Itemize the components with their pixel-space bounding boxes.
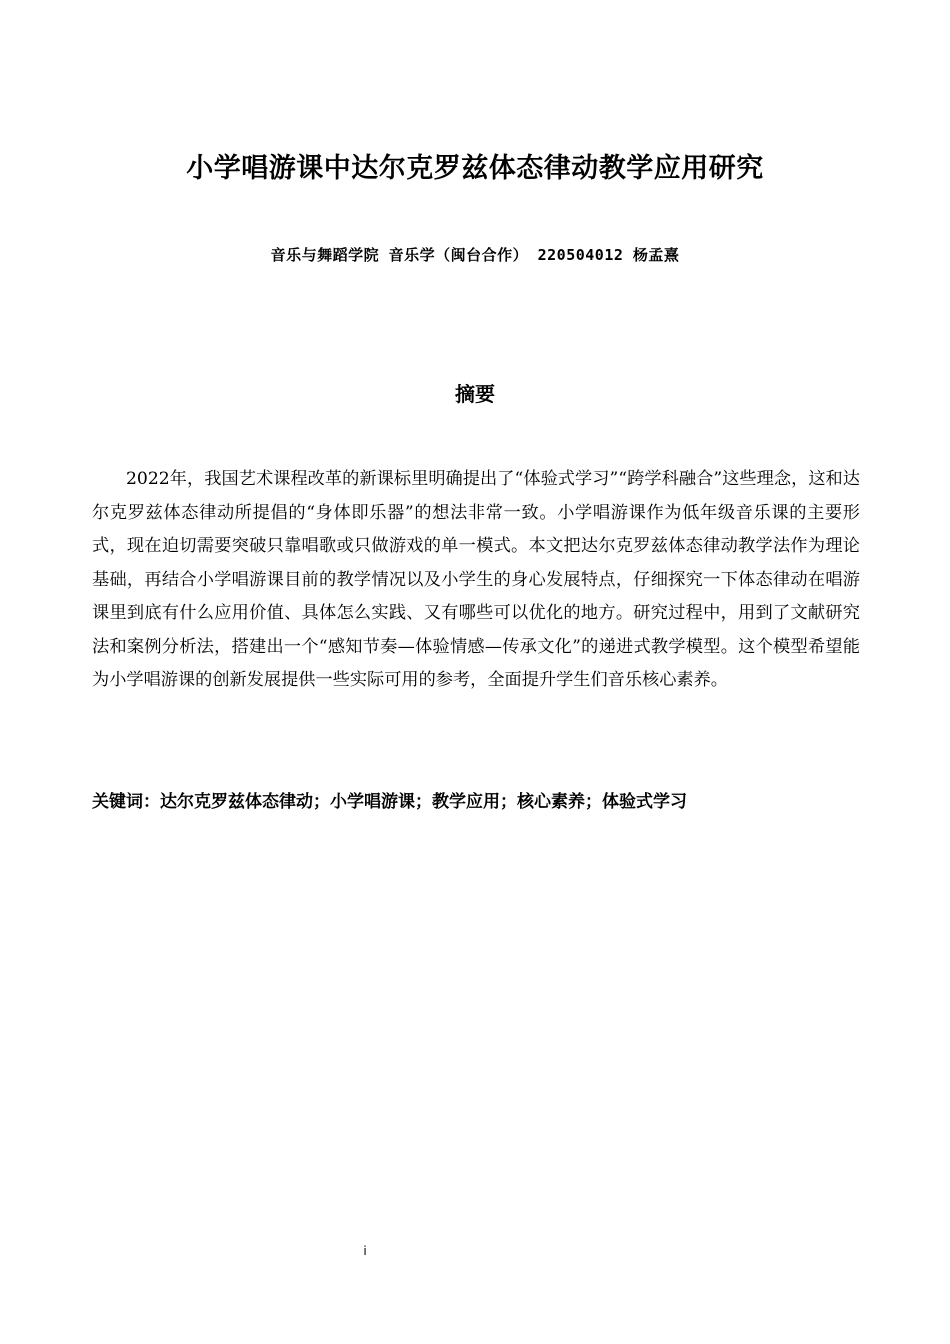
page-number: i xyxy=(363,1244,367,1258)
paper-title: 小学唱游课中达尔克罗兹体态律动教学应用研究 xyxy=(186,153,764,184)
keywords-line: 关键词：达尔克罗兹体态律动；小学唱游课；教学应用；核心素养；体验式学习 xyxy=(92,792,687,812)
author-line: 音乐与舞蹈学院 音乐学（闽台合作） 220504012 杨孟熹 xyxy=(270,246,680,264)
abstract-body: 2022年，我国艺术课程改革的新课标里明确提出了“体验式学习”“跨学科融合”这些理念，这和达尔克罗兹体态律动所提倡的“身体即乐器”的想法非常一致。小学唱游课作为低年级音乐课的主要形式，现在迫切需要突破只靠唱歌或只做游戏的单一模式。本文把达尔克罗兹体态律动教学法作为理论基础，再结合小学唱游课目前的教学情况以及小学生的身心发展特点，仔细探究一下体态律动在唱游课里到底有什么应用价值、具体怎么实践、又有哪些可以优化的地方。研究过程中，用到了文献研究法和案例分析法，搭建出一个“感知节奏—体验情感—传承文化”的递进式教学模型。这个模型希望能为小学唱游课的创新发展提供一些实际可用的参考，全面提升学生们音乐核心素养。 xyxy=(92,469,860,690)
abstract-heading: 摘要 xyxy=(455,382,495,406)
